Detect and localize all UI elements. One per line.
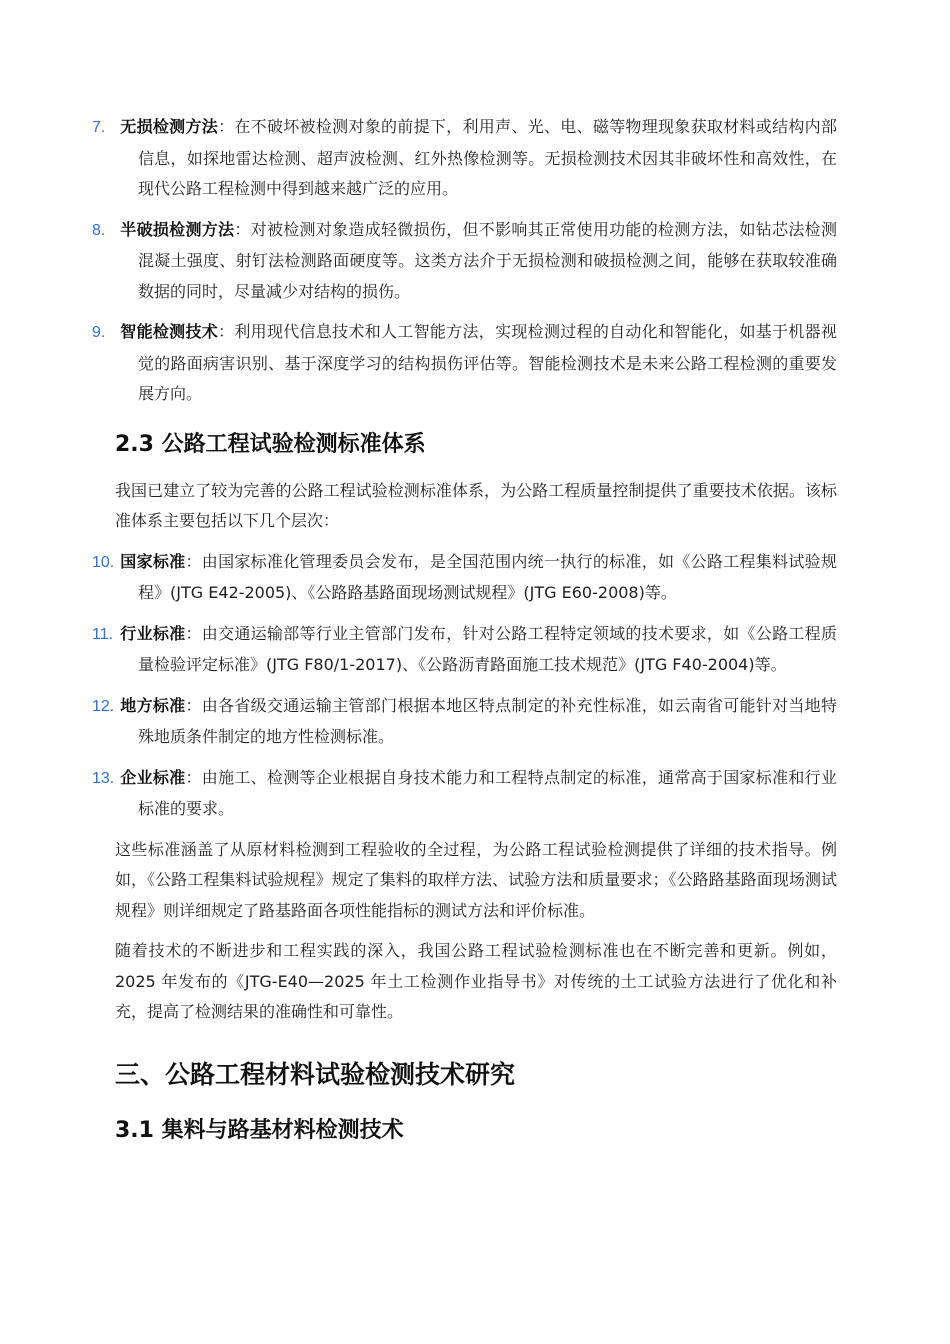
list-colon: ： [185,623,202,643]
list-text: 在不破坏被检测对象的前提下，利用声、光、电、磁等物理现象获取材料或结构内部信息，如探地雷达检测、超声波检测、红外热像检测等。无损检测技术因其非破坏性和高效性，在现代公路工程检测中得到越来越广泛的应用。 [138,117,837,198]
list-text: 利用现代信息技术和人工智能方法，实现检测过程的自动化和智能化，如基于机器视觉的路面病害识别、基于深度学习的结构损伤评估等。智能检测技术是未来公路工程检测的重要发展方向。 [138,322,837,403]
list-item: 7. 无损检测方法：在不破坏被检测对象的前提下，利用声、光、电、磁等物理现象获取材料或结构内部信息，如探地雷达检测、超声波检测、红外热像检测等。无损检测技术因其非破坏性和高效性，在现代公路工程检测中得到越来越广泛的应用。 [92,117,837,198]
list-item: 11. 行业标准：由交通运输部等行业主管部门发布，针对公路工程特定领域的技术要求，如《公路工程质量检验评定标准》(JTG F80/1-2017)、《公路沥青路面施工技术规范》(JTG F40-2004)等。 [92,623,837,674]
list-term: 地方标准 [120,695,186,715]
list-item: 13. 企业标准：由施工、检测等企业根据自身技术能力和工程特点制定的标准，通常高于国家标准和行业标准的要求。 [92,767,837,818]
list-item: 8. 半破损检测方法：对被检测对象造成轻微损伤，但不影响其正常使用功能的检测方法，如钻芯法检测混凝土强度、射钉法检测路面硬度等。这类方法介于无损检测和破损检测之间，能够在获取较准确数据的同时，尽量减少对结构的损伤。 [92,219,837,301]
list-term: 无损检测方法 [120,117,219,136]
list-colon: ： [218,117,235,136]
list-item: 9. 智能检测技术：利用现代信息技术和人工智能方法，实现检测过程的自动化和智能化，如基于机器视觉的路面病害识别、基于深度学习的结构损伤评估等。智能检测技术是未来公路工程检测的重要发展方向。 [92,322,837,403]
list-text: 由施工、检测等企业根据自身技术能力和工程特点制定的标准，通常高于国家标准和行业标准的要求。 [138,767,837,818]
section-intro-paragraph: 我国已建立了较为完善的公路工程试验检测标准体系，为公路工程质量控制提供了重要技术依据。该标准体系主要包括以下几个层次： [115,480,837,530]
list-item: 12. 地方标准：由各省级交通运输主管部门根据本地区特点制定的补充性标准，如云南省可能针对当地特殊地质条件制定的地方性检测标准。 [92,695,837,746]
list-text: 由国家标准化管理委员会发布，是全国范围内统一执行的标准，如《公路工程集料试验规程》(JTG E42-2005)、《公路路基路面现场测试规程》(JTG E60-2008)等。 [138,551,837,602]
method-list [92,112,837,410]
body-paragraph: 这些标准涵盖了从原材料检测到工程验收的全过程，为公路工程试验检测提供了详细的技术指导。例如，《公路工程集料试验规程》规定了集料的取样方法、试验方法和质量要求；《公路路基路面现场测试规程》则详细规定了路基路面各项性能指标的测试方法和评价标准。 [115,839,837,920]
standards-list [92,547,837,825]
list-term: 智能检测技术 [120,322,219,341]
list-colon: ： [185,695,202,715]
body-paragraph: 随着技术的不断进步和工程实践的深入，我国公路工程试验检测标准也在不断完善和更新。例如，2025 年发布的《JTG-E40—2025 年土工检测作业指导书》对传统的土工试验方法进行了优化和补充，提高了检测结果的准确性和可靠性。 [115,941,837,1021]
chapter-heading: 三、公路工程材料试验检测技术研究 [115,1059,516,1089]
list-colon: ： [218,322,235,341]
document-page [92,112,837,1162]
section-heading-3-1: 3.1 集料与路基材料检测技术 [115,1117,404,1143]
list-colon: ： [185,551,202,571]
section-heading-2-3: 2.3 公路工程试验检测标准体系 [115,431,426,457]
list-text: 由交通运输部等行业主管部门发布，针对公路工程特定领域的技术要求，如《公路工程质量检验评定标准》(JTG F80/1-2017)、《公路沥青路面施工技术规范》(JTG F40-2004)等。 [138,623,837,674]
list-term: 行业标准 [120,623,186,643]
list-term: 企业标准 [120,767,186,787]
list-colon: ： [185,767,202,787]
list-colon: ： [234,219,251,239]
list-term: 半破损检测方法 [120,219,235,239]
list-term: 国家标准 [120,551,186,571]
list-text: 由各省级交通运输主管部门根据本地区特点制定的补充性标准，如云南省可能针对当地特殊地质条件制定的地方性检测标准。 [138,695,837,746]
list-text: 对被检测对象造成轻微损伤，但不影响其正常使用功能的检测方法，如钻芯法检测混凝土强度、射钉法检测路面硬度等。这类方法介于无损检测和破损检测之间，能够在获取较准确数据的同时，尽量减少对结构的损伤。 [138,219,837,301]
list-item: 10. 国家标准：由国家标准化管理委员会发布，是全国范围内统一执行的标准，如《公路工程集料试验规程》(JTG E42-2005)、《公路路基路面现场测试规程》(JTG E60-2008)等。 [92,551,837,602]
